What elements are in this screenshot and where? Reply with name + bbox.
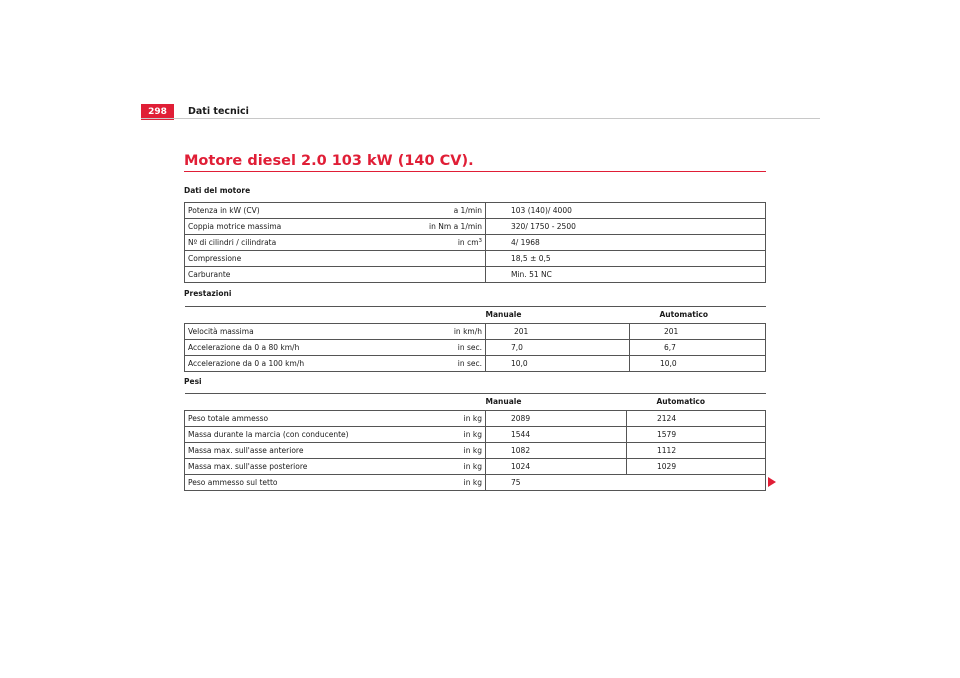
performance-heading: Prestazioni [184, 289, 232, 298]
row-manual: 1082 [486, 443, 627, 459]
row-unit: in kg [411, 475, 486, 491]
row-auto: 6,7 [630, 340, 766, 356]
row-unit: in kg [411, 411, 486, 427]
row-unit: in kg [411, 459, 486, 475]
table-header-row [185, 394, 766, 411]
table-row [185, 475, 766, 491]
row-auto: 201 [630, 324, 766, 340]
row-label: Carburante [185, 267, 412, 283]
row-label: Accelerazione da 0 a 80 km/h [185, 340, 412, 356]
col-header-manual: Manuale [486, 307, 630, 324]
unit-superscript: 3 [478, 238, 482, 244]
row-auto: 10,0 [630, 356, 766, 372]
row-unit: a 1/min [411, 203, 486, 219]
row-value: 18,5 ± 0,5 [486, 251, 766, 267]
row-manual: 1024 [486, 459, 627, 475]
row-auto: 1112 [627, 443, 766, 459]
table-row [185, 267, 766, 283]
header-blank [411, 307, 486, 324]
row-label: Velocità massima [185, 324, 412, 340]
header-blank [411, 394, 486, 411]
header-blank [185, 394, 412, 411]
row-manual: 1544 [486, 427, 627, 443]
table-row [185, 324, 766, 340]
row-value: Min. 51 NC [486, 267, 766, 283]
performance-table [184, 306, 766, 372]
row-value: 4/ 1968 [486, 235, 766, 251]
triangle-right-icon [768, 477, 776, 487]
row-label: Peso totale ammesso [185, 411, 412, 427]
section-title: Dati tecnici [188, 106, 249, 117]
table-row [185, 219, 766, 235]
row-label: Potenza in kW (CV) [185, 203, 412, 219]
row-manual: 7,0 [486, 340, 630, 356]
row-unit [411, 267, 486, 283]
engine-heading: Dati del motore [184, 186, 251, 195]
row-unit [411, 251, 486, 267]
row-auto: 1029 [627, 459, 766, 475]
table-row [185, 356, 766, 372]
row-label: Accelerazione da 0 a 100 km/h [185, 356, 412, 372]
row-label: Nº di cilindri / cilindrata [185, 235, 412, 251]
row-auto: 1579 [627, 427, 766, 443]
row-unit: in sec. [411, 340, 486, 356]
row-label: Massa durante la marcia (con conducente) [185, 427, 412, 443]
weights-heading: Pesi [184, 377, 202, 386]
table-row [185, 411, 766, 427]
weights-table [184, 393, 766, 491]
row-manual: 10,0 [486, 356, 630, 372]
row-manual: 2089 [486, 411, 627, 427]
page-number: 298 [141, 104, 174, 120]
row-unit: in sec. [411, 356, 486, 372]
row-manual: 201 [486, 324, 630, 340]
table-row [185, 459, 766, 475]
page-title: Motore diesel 2.0 103 kW (140 CV). [184, 153, 474, 169]
row-label: Massa max. sull'asse posteriore [185, 459, 412, 475]
table-row [185, 427, 766, 443]
table-row [185, 251, 766, 267]
table-row [185, 340, 766, 356]
row-manual: 75 [486, 475, 766, 491]
title-divider [184, 171, 766, 172]
row-label: Coppia motrice massima [185, 219, 412, 235]
table-header-row [185, 307, 766, 324]
col-header-auto: Automatico [627, 394, 766, 411]
unit-text: in cm [457, 238, 479, 247]
row-label: Peso ammesso sul tetto [185, 475, 412, 491]
row-value: 103 (140)/ 4000 [486, 203, 766, 219]
header-blank [185, 307, 412, 324]
row-auto: 2124 [627, 411, 766, 427]
row-unit: in Nm a 1/min [411, 219, 486, 235]
row-label: Compressione [185, 251, 412, 267]
table-row [185, 235, 766, 251]
header-divider [141, 118, 820, 119]
row-value: 320/ 1750 - 2500 [486, 219, 766, 235]
col-header-auto: Automatico [630, 307, 766, 324]
row-unit: in km/h [411, 324, 486, 340]
row-unit: in kg [411, 443, 486, 459]
table-row [185, 443, 766, 459]
table-row [185, 203, 766, 219]
row-label: Massa max. sull'asse anteriore [185, 443, 412, 459]
col-header-manual: Manuale [486, 394, 627, 411]
row-unit [411, 235, 486, 251]
engine-table [184, 202, 766, 283]
row-unit: in kg [411, 427, 486, 443]
